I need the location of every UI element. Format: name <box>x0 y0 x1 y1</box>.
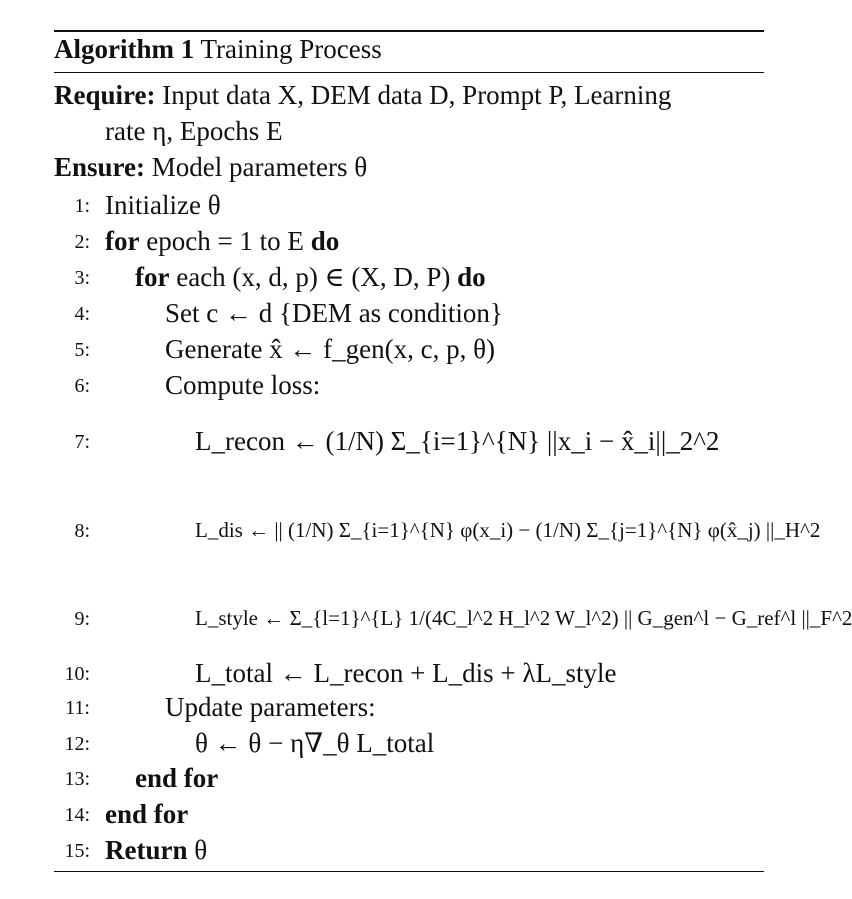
step-text: end for <box>105 799 189 829</box>
step-formula: L_total ← L_recon + L_dis + λL_style <box>195 658 617 688</box>
step-number: 14: <box>64 804 90 826</box>
step-formula: θ ← θ − η∇_θ L_total <box>195 728 435 758</box>
step-number: 4: <box>74 303 90 325</box>
step-formula: L_style ← Σ_{l=1}^{L} 1/(4C_l^2 H_l^2 W_l^2) || G_gen^l − G_ref^l ||_F^2 <box>195 606 852 630</box>
step-number: 11: <box>65 697 90 719</box>
caption-title: Training Process <box>200 34 382 64</box>
step-number: 9: <box>74 608 90 630</box>
step-number: 15: <box>64 840 90 862</box>
step-number: 12: <box>64 733 90 755</box>
require-line-2 <box>105 116 283 147</box>
ensure-line <box>54 152 367 183</box>
step-text: Update parameters: <box>165 692 376 722</box>
require-text-2: rate η, Epochs E <box>105 116 283 146</box>
step-number: 8: <box>74 520 90 542</box>
top-rule <box>54 30 764 32</box>
caption-label: Algorithm 1 <box>54 34 195 64</box>
step-number: 2: <box>74 231 90 253</box>
step-text: for each (x, d, p) ∈ (X, D, P) do <box>135 262 486 292</box>
step-text: for epoch = 1 to E do <box>105 226 340 256</box>
step-formula: L_recon ← (1/N) Σ_{i=1}^{N} ||x_i − x̂_i||_2^2 <box>195 426 720 456</box>
bottom-rule <box>54 871 764 872</box>
ensure-text: Model parameters θ <box>151 152 368 182</box>
step-formula: L_dis ← || (1/N) Σ_{i=1}^{N} φ(x_i) − (1/N) Σ_{j=1}^{N} φ(x̂_j) ||_H^2 <box>195 518 821 542</box>
step-number: 3: <box>74 267 90 289</box>
step-number: 1: <box>74 195 90 217</box>
step-text: end for <box>135 763 219 793</box>
require-label: Require: <box>54 80 156 110</box>
require-line-1 <box>54 80 671 111</box>
step-number: 10: <box>64 663 90 685</box>
caption-rule <box>54 72 764 73</box>
step-number: 5: <box>74 339 90 361</box>
step-text: Compute loss: <box>165 370 321 400</box>
step-text: Generate x̂ ← f_gen(x, c, p, θ) <box>165 334 496 364</box>
algorithm-caption <box>54 34 382 65</box>
step-text: Set c ← d {DEM as condition} <box>165 298 503 328</box>
step-number: 6: <box>74 375 90 397</box>
step-number: 7: <box>74 431 90 453</box>
require-text-1: Input data X, DEM data D, Prompt P, Learning <box>162 80 672 110</box>
ensure-label: Ensure: <box>54 152 146 182</box>
step-text: Return θ <box>105 835 208 865</box>
step-text: Initialize θ <box>105 190 221 220</box>
step-number: 13: <box>64 768 90 790</box>
